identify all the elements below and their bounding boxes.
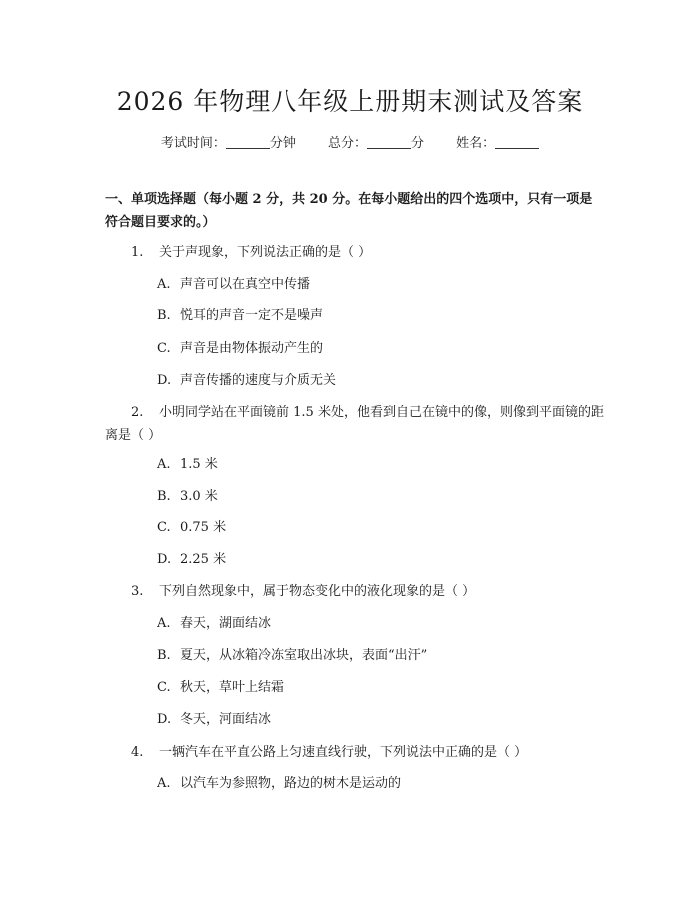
option-3b: [157, 646, 607, 666]
option-letter: C.: [157, 341, 171, 356]
option-text: 夏天，从冰箱冷冻室取出冰块，表面“出汗”: [180, 648, 428, 663]
option-2c: [157, 518, 607, 538]
question-1: [105, 241, 605, 264]
option-2a: [157, 455, 607, 475]
question-text: 下列自然现象中，属于物态变化中的液化现象的是（ ）: [159, 584, 476, 599]
option-text: 冬天，河面结冰: [180, 712, 272, 727]
option-letter: A.: [157, 616, 171, 631]
option-3a: [157, 614, 607, 634]
option-2b: [157, 487, 607, 507]
question-2: [105, 401, 605, 447]
question-text: 关于声现象，下列说法正确的是（ ）: [159, 245, 372, 260]
option-3d: [157, 710, 607, 730]
option-1a: [157, 275, 607, 295]
section-heading: 一、单项选择题（每小题 2 分，共 20 分。在每小题给出的四个选项中，只有一项是符合题目要求的。）: [105, 192, 593, 230]
option-1b: [157, 306, 607, 326]
option-letter: A.: [157, 776, 171, 791]
score-unit: 分: [411, 136, 425, 151]
exam-score: [328, 136, 428, 151]
option-text: 以汽车为参照物，路边的树木是运动的: [180, 776, 402, 791]
option-text: 1.5 米: [180, 457, 218, 472]
option-4a: [157, 774, 607, 794]
option-text: 悦耳的声音一定不是噪声: [180, 308, 324, 323]
option-letter: A.: [157, 457, 171, 472]
option-text: 声音是由物体振动产生的: [180, 341, 324, 356]
question-3: [105, 580, 605, 603]
exam-meta: [0, 132, 700, 151]
question-number: 1.: [131, 245, 144, 260]
option-letter: D.: [157, 552, 172, 567]
option-text: 声音可以在真空中传播: [180, 277, 311, 292]
question-4: [105, 741, 605, 764]
exam-time: [161, 136, 300, 151]
option-letter: C.: [157, 680, 171, 695]
option-text: 2.25 米: [180, 552, 227, 567]
option-text: 3.0 米: [180, 489, 218, 504]
question-text: 一辆汽车在平直公路上匀速直线行驶，下列说法中正确的是（ ）: [159, 745, 528, 760]
question-number: 3.: [131, 584, 144, 599]
score-blank: [367, 136, 411, 149]
option-letter: A.: [157, 277, 171, 292]
question-number: 2.: [131, 405, 144, 420]
time-unit: 分钟: [269, 136, 296, 151]
option-1d: [157, 371, 607, 391]
option-3c: [157, 678, 607, 698]
question-text: 小明同学站在平面镜前 1.5 米处，他看到自己在镜中的像，则像到平面镜的距离是（ ）: [105, 405, 604, 443]
name-blank: [495, 136, 539, 149]
exam-name: [456, 136, 539, 151]
option-text: 春天，湖面结冰: [180, 616, 272, 631]
option-letter: C.: [157, 520, 171, 535]
time-blank: [226, 136, 270, 149]
score-label: 总分：: [327, 136, 367, 151]
question-number: 4.: [131, 745, 144, 760]
option-text: 秋天，草叶上结霜: [180, 680, 285, 695]
option-1c: [157, 339, 607, 359]
option-text: 0.75 米: [180, 520, 227, 535]
option-letter: D.: [157, 712, 172, 727]
option-letter: B.: [157, 308, 171, 323]
document-title: 2026 年物理八年级上册期末测试及答案: [116, 87, 584, 116]
option-letter: D.: [157, 373, 172, 388]
name-label: 姓名：: [456, 136, 496, 151]
option-letter: B.: [157, 489, 171, 504]
time-label: 考试时间：: [160, 136, 226, 151]
option-letter: B.: [157, 648, 171, 663]
option-text: 声音传播的速度与介质无关: [180, 373, 337, 388]
option-2d: [157, 550, 607, 570]
